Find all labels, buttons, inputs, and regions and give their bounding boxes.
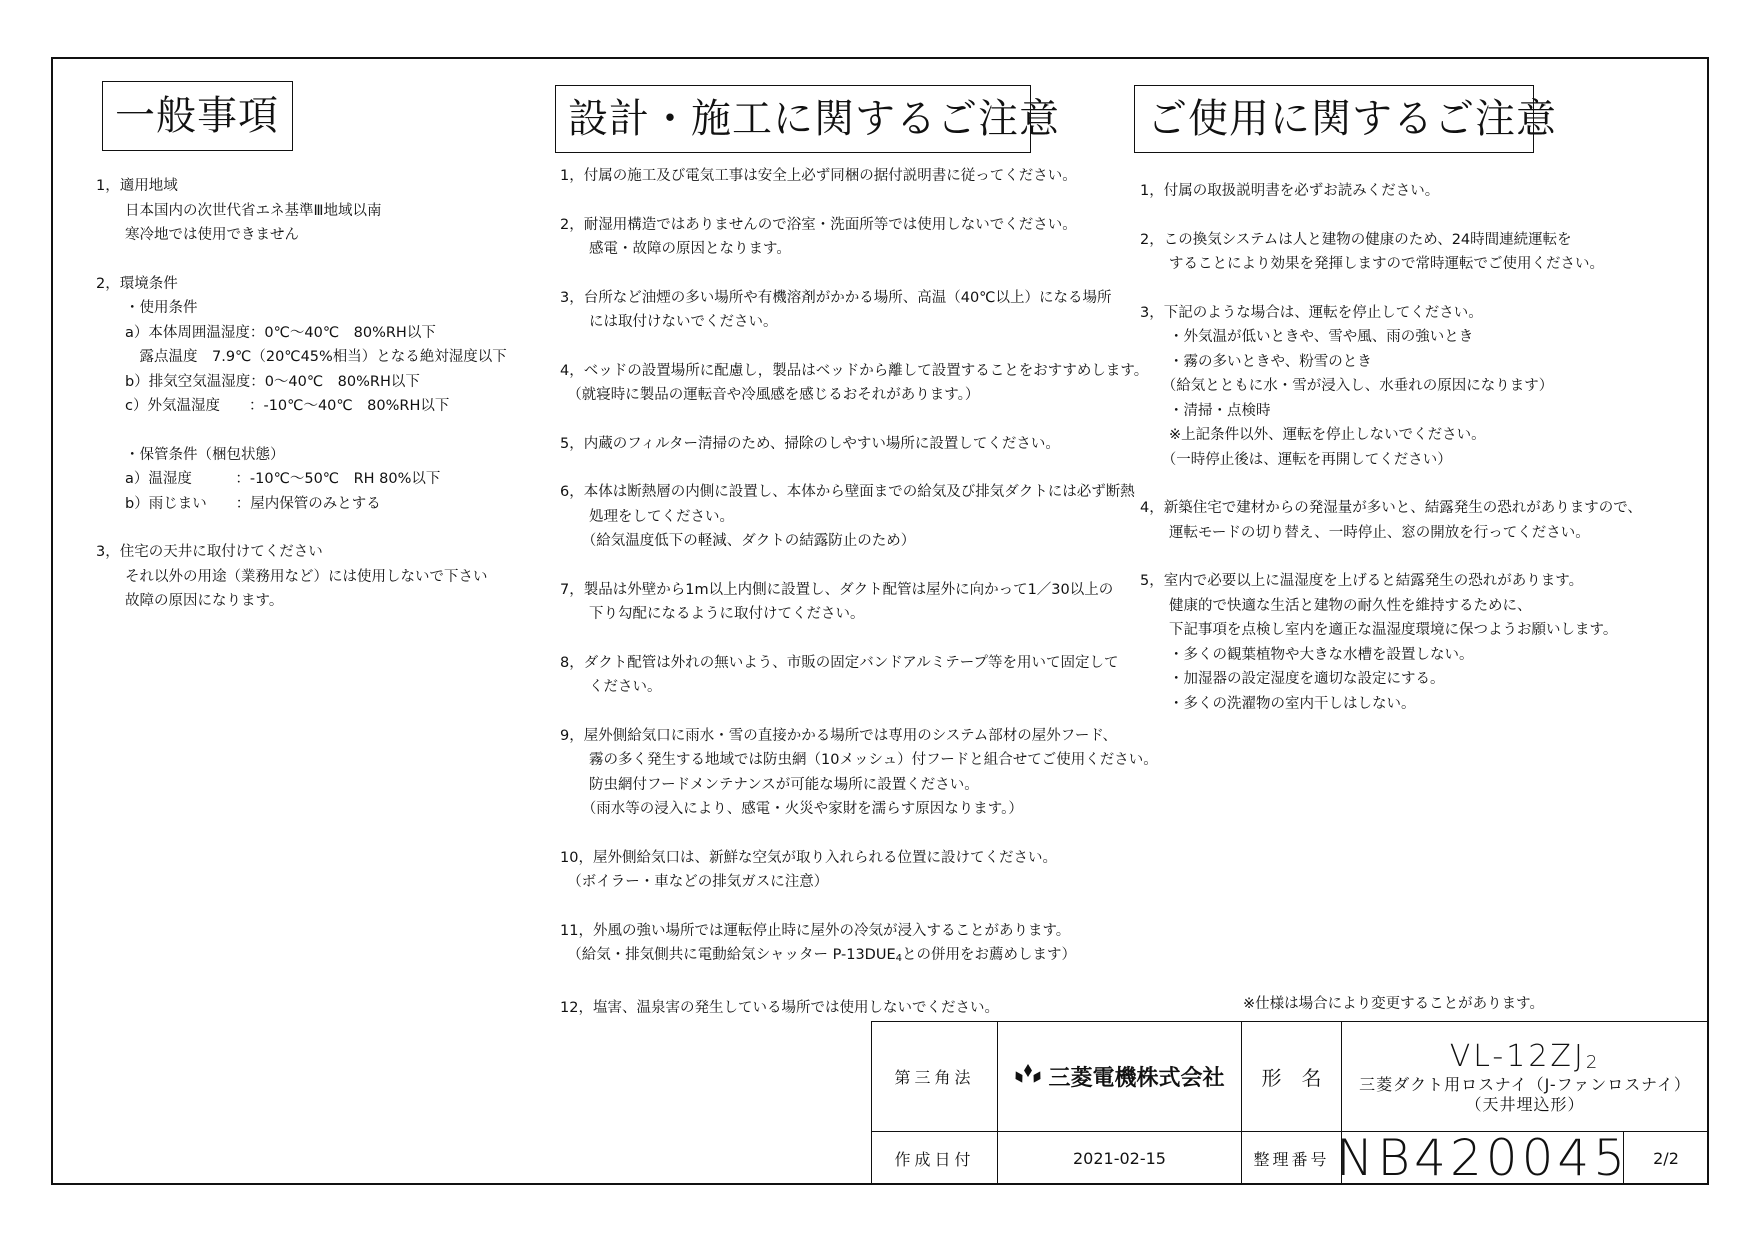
- design-line: 4，ベッドの設置場所に配慮し，製品はベッドから離して設置することをおすすめします。: [560, 362, 1149, 379]
- design-section: [560, 164, 1158, 1020]
- company-name: 三菱電機株式会社: [1048, 1066, 1225, 1091]
- general-line: 2，環境条件: [96, 275, 178, 292]
- design-line: （給気温度低下の軽減、ダクトの結露防止のため）: [560, 533, 916, 549]
- design-line: 2，耐湿用構造ではありませんので浴室・洗面所等では使用しないでください。: [560, 216, 1077, 233]
- design-line: （雨水等の浸入により、感電・火災や家財を濡らす原因なります。）: [560, 801, 1023, 817]
- general-line: それ以外の用途（業務用など）には使用しないで下さい: [96, 568, 488, 585]
- shutter-note-tail: との併用をお薦めします）: [902, 947, 1076, 963]
- design-line: [560, 335, 1158, 359]
- general-line: [96, 419, 507, 443]
- usage-line: ・多くの洗濯物の室内干しはしない。: [1140, 695, 1416, 712]
- usage-line: ・清掃・点検時: [1140, 402, 1271, 419]
- usage-line: ・外気温が低いときや、雪や風、雨の強いとき: [1140, 329, 1474, 345]
- usage-line: ※上記条件以外、運転を停止しないでください。: [1140, 427, 1486, 443]
- usage-line: ・多くの観葉植物や大きな水槽を設置しない。: [1140, 646, 1474, 663]
- date-label: 作成日付: [894, 1149, 975, 1169]
- design-line: 8，ダクト配管は外れの無いよう、市販の固定バンドアルミテープ等を用いて固定して: [560, 654, 1119, 671]
- usage-line: ・加湿器の設定湿度を適切な設定にする。: [1140, 671, 1445, 687]
- design-line: [560, 895, 1158, 919]
- design-line: 防虫網付フードメンテナンスが可能な場所に設置ください。: [560, 776, 979, 793]
- general-line: ・使用条件: [96, 300, 198, 316]
- design-line: （給気・排気側共に電動給気シャッター $P-13DUE_4$との併用をお薦めします）: [560, 947, 1076, 964]
- usage-line: 2，この換気システムは人と建物の健康のため、24時間連続運転を: [1140, 231, 1572, 248]
- general-section: [96, 174, 507, 614]
- usage-line: 健康的で快適な生活と建物の耐久性を維持するために、: [1140, 597, 1532, 614]
- date-value: 2021-02-15: [1073, 1148, 1166, 1168]
- usage-line: [1140, 472, 1642, 496]
- design-line: [560, 262, 1158, 286]
- design-line: 3，台所など油煙の多い場所や有機溶剤がかかる場所、高温（40℃以上）になる場所: [560, 289, 1112, 306]
- usage-line: （一時停止後は、運転を再開してください）: [1140, 451, 1452, 468]
- page-cell: [1624, 1132, 1708, 1184]
- general-line: 3，住宅の天井に取付けてください: [96, 544, 323, 560]
- usage-line: （給気とともに水・雪が浸入し、水垂れの原因になります）: [1140, 378, 1554, 394]
- usage-line: 5，室内で必要以上に温湿度を上げると結露発生の恐れがあります。: [1140, 573, 1584, 589]
- general-line: 寒冷地では使用できません: [96, 227, 299, 243]
- usage-line: 下記事項を点検し室内を適正な温湿度環境に保つようお願いします。: [1140, 622, 1618, 638]
- general-line: a）温湿度 ：-10℃～50℃ RH 80%以下: [96, 471, 441, 487]
- model-label: 形 名: [1261, 1066, 1322, 1090]
- usage-line: ・霧の多いときや、粉雪のとき: [1140, 353, 1372, 370]
- design-line: 12，塩害、温泉害の発生している場所では使用しないでください。: [560, 999, 999, 1016]
- number-label-cell: [1242, 1132, 1342, 1184]
- design-line: 下り勾配になるように取付けてください。: [560, 606, 865, 622]
- usage-line: 3，下記のような場合は、運転を停止してください。: [1140, 304, 1483, 321]
- three-diamonds-icon: [1014, 1064, 1042, 1090]
- usage-line: [1140, 204, 1642, 228]
- design-line: [560, 972, 1158, 996]
- design-line: [560, 700, 1158, 724]
- usage-line: 4，新築住宅で建材からの発湿量が多いと、結露発生の恐れがありますので、: [1140, 500, 1642, 516]
- design-line: [560, 554, 1158, 578]
- general-line: [96, 248, 507, 272]
- page-number: 2/2: [1653, 1148, 1679, 1168]
- heading-design: 設計・施工に関するご注意: [555, 85, 1031, 153]
- general-line: ・保管条件（梱包状態）: [96, 446, 285, 463]
- design-line: [560, 408, 1158, 432]
- model-cell: [1342, 1022, 1708, 1132]
- date-label-cell: [872, 1132, 998, 1184]
- date-cell: [998, 1132, 1242, 1184]
- usage-line: [1140, 545, 1642, 569]
- projection-cell: [872, 1022, 998, 1132]
- title-block: [871, 1021, 1708, 1187]
- shutter-model-subscript: 4: [895, 953, 902, 964]
- general-line: [96, 516, 507, 540]
- company-cell: [998, 1022, 1242, 1132]
- projection-label: 第三角法: [894, 1068, 975, 1087]
- design-line: 7，製品は外壁から1m以上内側に設置し、ダクト配管は屋外に向かって1／30以上の: [560, 581, 1114, 598]
- usage-line: [1140, 277, 1642, 301]
- design-line: [560, 822, 1158, 846]
- design-line: [560, 189, 1158, 213]
- spec-change-note: ※仕様は場合により変更することがあります。: [1243, 996, 1544, 1012]
- design-line: 9，屋外側給気口に雨水・雪の直接かかる場所では専用のシステム部材の屋外フード、: [560, 727, 1118, 744]
- design-line: 10，屋外側給気口は、新鮮な空気が取り入れられる位置に設けてください。: [560, 849, 1057, 866]
- usage-line: することにより効果を発揮しますので常時運転でご使用ください。: [1140, 256, 1604, 272]
- doc-number: NB420045: [1336, 1129, 1630, 1187]
- design-line: 霧の多く発生する地域では防虫網（10メッシュ）付フードと組合せてご使用ください。: [560, 752, 1158, 768]
- design-line: 6，本体は断熱層の内側に設置し、本体から壁面までの給気及び排気ダクトには必ず断熱: [560, 484, 1135, 500]
- design-line: 感電・故障の原因となります。: [560, 241, 791, 257]
- design-line: （ボイラー・車などの排気ガスに注意）: [560, 874, 829, 890]
- general-line: a）本体周囲温湿度：0℃～40℃ 80%RH以下: [96, 324, 436, 341]
- usage-line: 1，付属の取扱説明書を必ずお読みください。: [1140, 183, 1440, 199]
- general-line: 1，適用地域: [96, 178, 178, 194]
- doc-number-cell: [1336, 1129, 1630, 1187]
- general-line: 日本国内の次世代省エネ基準Ⅲ地域以南: [96, 202, 382, 219]
- design-line: ください。: [560, 679, 662, 695]
- general-line: b）排気空気温湿度：0～40℃ 80%RH以下: [96, 373, 420, 390]
- product-name: 三菱ダクト用ロスナイ（J-ファンロスナイ）: [1359, 1075, 1691, 1095]
- design-line: [560, 456, 1158, 480]
- model-label-cell: [1242, 1022, 1342, 1132]
- general-line: 露点温度 7.9℃（20℃45%相当）となる絶対湿度以下: [96, 349, 507, 365]
- design-line: [560, 627, 1158, 651]
- company-logo: [1014, 1061, 1224, 1092]
- usage-line: 運転モードの切り替え、一時停止、窓の開放を行ってください。: [1140, 524, 1590, 541]
- number-label: 整理番号: [1253, 1149, 1330, 1169]
- usage-section: [1140, 179, 1642, 716]
- design-line: （就寝時に製品の運転音や冷風感を感じるおそれがあります。）: [560, 387, 980, 403]
- design-line: 5，内蔵のフィルター清掃のため、掃除のしやすい場所に設置してください。: [560, 435, 1060, 452]
- heading-usage: ご使用に関するご注意: [1134, 85, 1534, 153]
- model-code: $VL-12ZJ_2$: [1449, 1039, 1601, 1075]
- design-line: 1，付属の施工及び電気工事は安全上必ず同梱の据付説明書に従ってください。: [560, 168, 1077, 184]
- general-line: 故障の原因になります。: [96, 593, 284, 609]
- product-type: （天井埋込形）: [1465, 1094, 1585, 1114]
- general-line: b）雨じまい ：屋内保管のみとする: [96, 495, 381, 512]
- heading-general: 一般事項: [102, 81, 293, 151]
- general-line: c）外気温湿度 ：-10℃～40℃ 80%RH以下: [96, 398, 450, 414]
- design-line: には取付けないでください。: [560, 314, 778, 330]
- design-line: 11，外風の強い場所では運転停止時に屋外の冷気が浸入することがあります。: [560, 922, 1071, 939]
- design-line: 処理をしてください。: [560, 508, 734, 525]
